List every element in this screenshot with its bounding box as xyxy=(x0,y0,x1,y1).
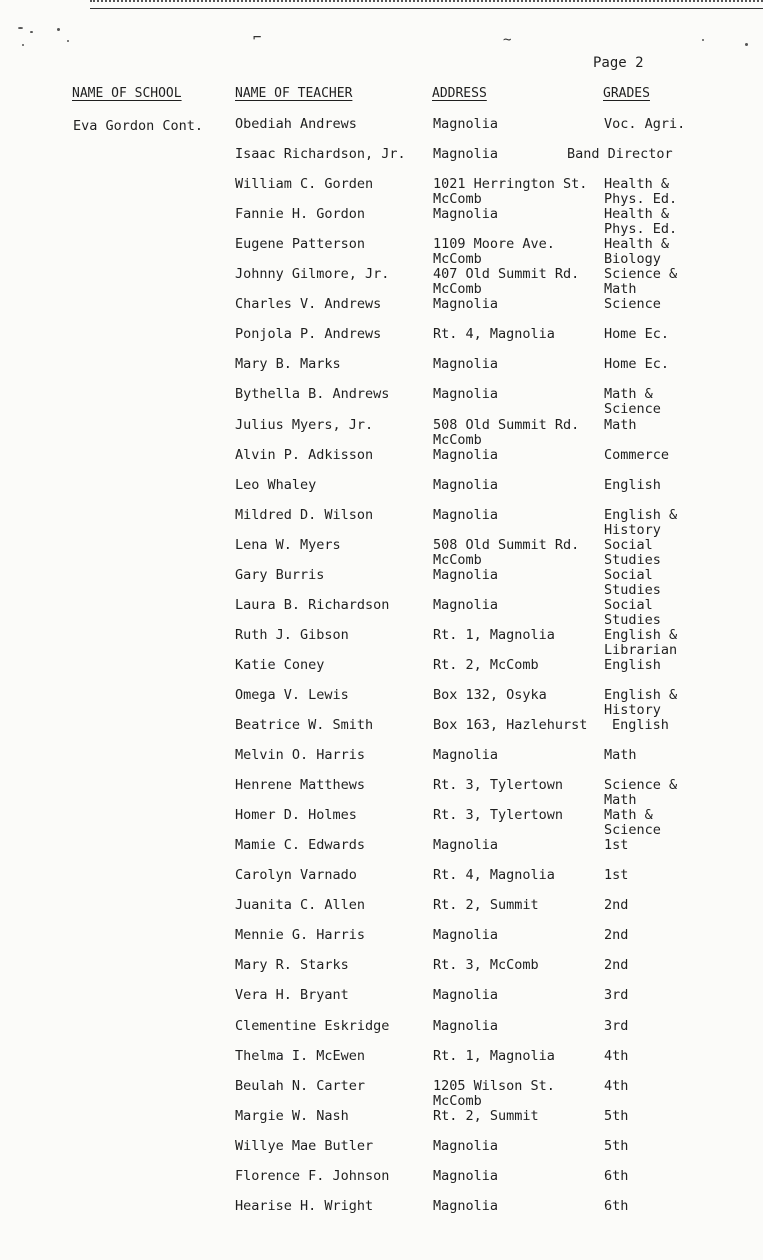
teacher-grade: Science & Math xyxy=(604,266,678,297)
scan-speck xyxy=(57,28,60,31)
teacher-grade: Math & Science xyxy=(604,807,661,838)
teacher-address: Magnolia xyxy=(433,837,499,853)
teacher-grade: Science & Math xyxy=(604,777,678,808)
teacher-grade: English & History xyxy=(604,687,678,718)
teacher-name: Gary Burris xyxy=(235,567,325,583)
teacher-address: Magnolia xyxy=(433,447,499,463)
teacher-name: Lena W. Myers xyxy=(235,537,341,553)
teacher-address: 1205 Wilson St. McComb xyxy=(433,1078,555,1109)
teacher-name: Obediah Andrews xyxy=(235,116,357,132)
teacher-grade: Home Ec. xyxy=(604,356,670,372)
teacher-grade: English xyxy=(604,657,661,673)
teacher-grade: Math xyxy=(604,747,637,763)
teacher-address: Rt. 2, Summit xyxy=(433,1108,539,1124)
teacher-name: Leo Whaley xyxy=(235,477,317,493)
teacher-name: Henrene Matthews xyxy=(235,777,366,793)
teacher-address: 508 Old Summit Rd. McComb xyxy=(433,417,580,448)
teacher-grade: 5th xyxy=(604,1138,629,1154)
teacher-name: Mennie G. Harris xyxy=(235,927,366,943)
teacher-name: Isaac Richardson, Jr. xyxy=(235,146,406,162)
teacher-grade: Commerce xyxy=(604,447,670,463)
teacher-address: Magnolia xyxy=(433,116,499,132)
teacher-name: Mary B. Marks xyxy=(235,356,341,372)
teacher-name: Juanita C. Allen xyxy=(235,897,366,913)
teacher-name: Ruth J. Gibson xyxy=(235,627,349,643)
teacher-grade: Social Studies xyxy=(604,567,661,598)
teacher-name: Mildred D. Wilson xyxy=(235,507,374,523)
teacher-grade: 6th xyxy=(604,1168,629,1184)
teacher-address: Rt. 3, Tylertown xyxy=(433,807,564,823)
teacher-grade: English xyxy=(604,477,661,493)
teacher-address: Magnolia xyxy=(433,507,499,523)
teacher-grade: Math & Science xyxy=(604,386,661,417)
teacher-address: Magnolia xyxy=(433,206,499,222)
teacher-address: Rt. 1, Magnolia xyxy=(433,1048,555,1064)
scan-speck xyxy=(702,39,704,41)
teacher-grade: English & History xyxy=(604,507,678,538)
teacher-address: Magnolia xyxy=(433,1168,499,1184)
teacher-grade: English & Librarian xyxy=(604,627,678,658)
teacher-name: Ponjola P. Andrews xyxy=(235,326,382,342)
teacher-name: Thelma I. McEwen xyxy=(235,1048,366,1064)
teacher-grade: 4th xyxy=(604,1078,629,1094)
teacher-grade: Health & Biology xyxy=(604,236,670,267)
teacher-address: Magnolia xyxy=(433,1198,499,1214)
teacher-grade: 6th xyxy=(604,1198,629,1214)
teacher-name: Charles V. Andrews xyxy=(235,296,382,312)
teacher-name: Laura B. Richardson xyxy=(235,597,390,613)
teacher-name: Carolyn Varnado xyxy=(235,867,357,883)
teacher-grade: 3rd xyxy=(604,1018,629,1034)
teacher-name: Margie W. Nash xyxy=(235,1108,349,1124)
teacher-address: Magnolia xyxy=(433,597,499,613)
teacher-grade: English xyxy=(612,717,669,733)
scan-speck xyxy=(18,27,23,29)
teacher-grade: 2nd xyxy=(604,927,629,943)
teacher-grade: 1st xyxy=(604,867,629,883)
teacher-grade: 1st xyxy=(604,837,629,853)
teacher-grade: Social Studies xyxy=(604,597,661,628)
teacher-grade: 5th xyxy=(604,1108,629,1124)
teacher-name: William C. Gorden xyxy=(235,176,374,192)
teacher-address: Box 132, Osyka xyxy=(433,687,547,703)
teacher-name: Mamie C. Edwards xyxy=(235,837,366,853)
teacher-name: Eugene Patterson xyxy=(235,236,366,252)
teacher-grade: 2nd xyxy=(604,957,629,973)
teacher-address: Rt. 3, Tylertown xyxy=(433,777,564,793)
teacher-address: Rt. 3, McComb xyxy=(433,957,539,973)
teacher-name: Johnny Gilmore, Jr. xyxy=(235,266,390,282)
teacher-grade: 3rd xyxy=(604,987,629,1003)
teacher-address: Magnolia xyxy=(433,1138,499,1154)
teacher-address: Magnolia xyxy=(433,747,499,763)
teacher-grade: 2nd xyxy=(604,897,629,913)
teacher-name: Willye Mae Butler xyxy=(235,1138,374,1154)
teacher-grade: Science xyxy=(604,296,661,312)
page-top-rule xyxy=(90,0,763,9)
teacher-address: Magnolia xyxy=(433,987,499,1003)
scan-speck xyxy=(67,40,69,42)
teacher-address: Magnolia xyxy=(433,927,499,943)
teacher-name: Melvin O. Harris xyxy=(235,747,366,763)
teacher-name: Homer D. Holmes xyxy=(235,807,357,823)
teacher-grade: Home Ec. xyxy=(604,326,670,342)
teacher-address: Magnolia xyxy=(433,1018,499,1034)
teacher-address: Magnolia xyxy=(433,146,499,162)
teacher-name: Bythella B. Andrews xyxy=(235,386,390,402)
scan-speck xyxy=(745,43,748,46)
teacher-address: Magnolia xyxy=(433,567,499,583)
teacher-grade: Band Director xyxy=(567,146,673,162)
page-number: Page 2 xyxy=(593,55,644,71)
teacher-name: Mary R. Starks xyxy=(235,957,349,973)
header-teacher: NAME OF TEACHER xyxy=(235,86,353,101)
teacher-name: Clementine Eskridge xyxy=(235,1018,390,1034)
teacher-grade: Math xyxy=(604,417,637,433)
teacher-address: Rt. 4, Magnolia xyxy=(433,326,555,342)
teacher-grade: Health & Phys. Ed. xyxy=(604,176,678,207)
header-grades: GRADES xyxy=(603,86,650,101)
teacher-name: Beulah N. Carter xyxy=(235,1078,366,1094)
teacher-name: Alvin P. Adkisson xyxy=(235,447,374,463)
teacher-address: 1109 Moore Ave. McComb xyxy=(433,236,555,267)
scan-mark: ~ xyxy=(503,32,512,48)
teacher-address: 1021 Herrington St. McComb xyxy=(433,176,588,207)
scan-speck xyxy=(22,44,24,46)
teacher-name: Katie Coney xyxy=(235,657,325,673)
teacher-address: Magnolia xyxy=(433,296,499,312)
scan-mark: ⌐ xyxy=(253,30,262,46)
teacher-address: Rt. 4, Magnolia xyxy=(433,867,555,883)
teacher-name: Julius Myers, Jr. xyxy=(235,417,374,433)
teacher-grade: Social Studies xyxy=(604,537,661,568)
school-name: Eva Gordon Cont. xyxy=(73,118,204,134)
scan-speck xyxy=(30,31,33,33)
teacher-name: Beatrice W. Smith xyxy=(235,717,374,733)
teacher-address: Rt. 2, Summit xyxy=(433,897,539,913)
teacher-name: Florence F. Johnson xyxy=(235,1168,390,1184)
teacher-address: Magnolia xyxy=(433,386,499,402)
teacher-name: Omega V. Lewis xyxy=(235,687,349,703)
teacher-address: Box 163, Hazlehurst xyxy=(433,717,588,733)
teacher-address: Magnolia xyxy=(433,477,499,493)
teacher-grade: Health & Phys. Ed. xyxy=(604,206,678,237)
teacher-address: 508 Old Summit Rd. McComb xyxy=(433,537,580,568)
header-address: ADDRESS xyxy=(432,86,487,101)
teacher-address: Magnolia xyxy=(433,356,499,372)
teacher-name: Fannie H. Gordon xyxy=(235,206,366,222)
teacher-address: 407 Old Summit Rd. McComb xyxy=(433,266,580,297)
teacher-name: Vera H. Bryant xyxy=(235,987,349,1003)
header-school: NAME OF SCHOOL xyxy=(72,86,182,101)
teacher-address: Rt. 2, McComb xyxy=(433,657,539,673)
teacher-address: Rt. 1, Magnolia xyxy=(433,627,555,643)
teacher-grade: 4th xyxy=(604,1048,629,1064)
teacher-grade: Voc. Agri. xyxy=(604,116,686,132)
teacher-name: Hearise H. Wright xyxy=(235,1198,374,1214)
